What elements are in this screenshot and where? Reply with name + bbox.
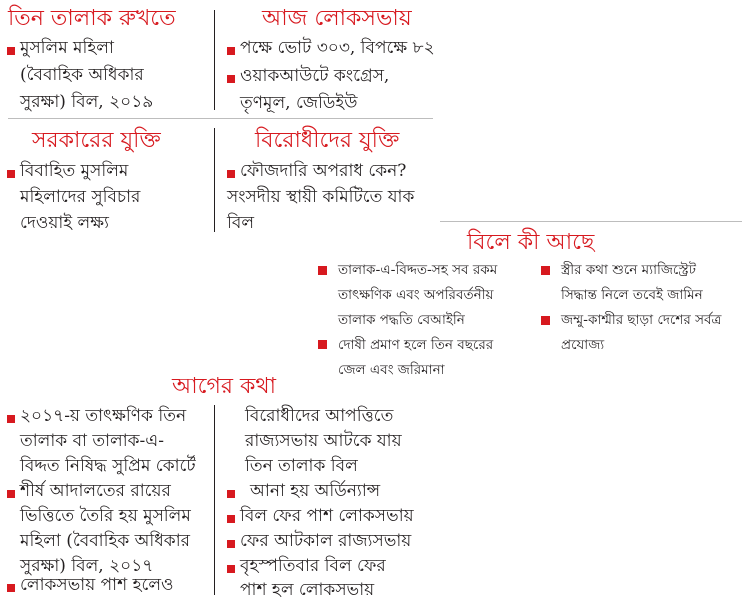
text-line: তৃণমূল, জেডিইউ <box>240 93 358 113</box>
bullet-marker <box>7 490 15 498</box>
heading-stop-triple-talaq: তিন তালাক রুখতে <box>8 6 176 31</box>
text-line: ফৌজদারি অপরাধ কেন? <box>240 161 407 181</box>
text-line: বিল <box>227 213 254 233</box>
text-line: মহিলাদের সুবিচার <box>20 187 141 207</box>
bullet-marker <box>227 565 235 573</box>
text-line: মহিলা (বৈবাহিক অধিকার <box>20 531 190 551</box>
text-line: বিরোধীদের আপত্তিতে <box>245 406 394 426</box>
text-line: সংসদীয় স্থায়ী কমিটিতে যাক <box>227 187 415 207</box>
bullet-marker <box>7 170 15 178</box>
text-line: বৃহস্পতিবার বিল ফের <box>240 556 386 576</box>
bullet-marker <box>541 266 550 275</box>
text-line: জম্মু-কাশ্মীর ছাড়া দেশের সর্বত্র <box>561 312 722 328</box>
bullet-marker <box>227 515 235 523</box>
text-line: আনা হয় অর্ডিন্যান্স <box>250 481 381 501</box>
text-line: ফের আটকাল রাজ্যসভায় <box>240 531 412 551</box>
heading-government-argument: সরকারের যুক্তি <box>32 128 161 153</box>
text-line: ২০১৭-য় তাৎক্ষণিক তিন <box>20 406 187 426</box>
bullet-marker <box>227 540 235 548</box>
bullet-marker <box>318 266 327 275</box>
text-line: রাজ্যসভায় আটকে যায় <box>245 431 402 451</box>
text-line: দোষী প্রমাণ হলে তিন বছরের <box>338 337 494 353</box>
text-line: তালাক পদ্ধতি বেআইনি <box>338 312 465 328</box>
bullet-marker <box>7 584 15 592</box>
text-line: বিবাহিত মুসলিম <box>20 161 129 181</box>
text-line: তিন তালাক বিল <box>245 456 358 476</box>
text-line: স্ত্রীর কথা শুনে ম্যাজিস্ট্রেট <box>561 262 696 278</box>
text-line: শীর্ষ আদালতের রায়ের <box>20 481 171 501</box>
bullet-marker <box>541 316 550 325</box>
section-divider <box>440 221 742 222</box>
text-line: দেওয়াই লক্ষ্য <box>20 213 109 233</box>
bullet-marker <box>227 170 235 178</box>
text-line: সুরক্ষা) বিল, ২০১৭ <box>20 556 154 576</box>
text-line: সিদ্ধান্ত নিলে তবেই জামিন <box>561 287 703 303</box>
text-line: সুরক্ষা) বিল, ২০১৯ <box>20 92 154 112</box>
column-divider <box>214 405 215 595</box>
column-divider <box>214 10 215 110</box>
section-divider <box>8 118 433 119</box>
text-line: ওয়াকআউটে কংগ্রেস, <box>240 66 390 86</box>
bullet-marker <box>7 415 15 423</box>
text-line: ভিত্তিতে তৈরি হয় মুসলিম <box>20 506 191 526</box>
text-line: বিদ্দত নিষিদ্ধ সুপ্রিম কোর্টে <box>20 456 196 476</box>
bullet-marker <box>227 47 235 55</box>
heading-background: আগের কথা <box>172 374 277 399</box>
text-line: তালাক বা তালাক-এ- <box>20 431 164 451</box>
text-line: প্রযোজ্য <box>561 337 605 353</box>
heading-opposition-argument: বিরোধীদের যুক্তি <box>255 128 400 153</box>
bullet-marker <box>227 490 235 498</box>
bullet-marker <box>7 47 15 55</box>
bullet-marker <box>227 75 235 83</box>
column-divider <box>214 128 215 232</box>
text-line: তাৎক্ষণিক এবং অপরিবর্তনীয় <box>338 287 494 303</box>
text-line: লোকসভায় পাশ হলেও <box>20 575 174 595</box>
text-line: বিল ফের পাশ লোকসভায় <box>240 506 414 526</box>
bullet-marker <box>318 340 327 349</box>
text-line: জেল এবং জরিমানা <box>338 362 445 378</box>
text-line: পক্ষে ভোট ৩০৩, বিপক্ষে ৮২ <box>240 38 435 58</box>
text-line: পাশ হল লোকসভায় <box>240 580 375 600</box>
text-line: (বৈবাহিক অধিকার <box>20 65 144 85</box>
text-line: তালাক-এ-বিদ্দত-সহ সব রকম <box>338 262 498 278</box>
text-line: মুসলিম মহিলা <box>20 38 114 58</box>
heading-whats-in-bill: বিলে কী আছে <box>467 230 595 255</box>
heading-today-lok-sabha: আজ লোকসভায় <box>262 6 412 31</box>
